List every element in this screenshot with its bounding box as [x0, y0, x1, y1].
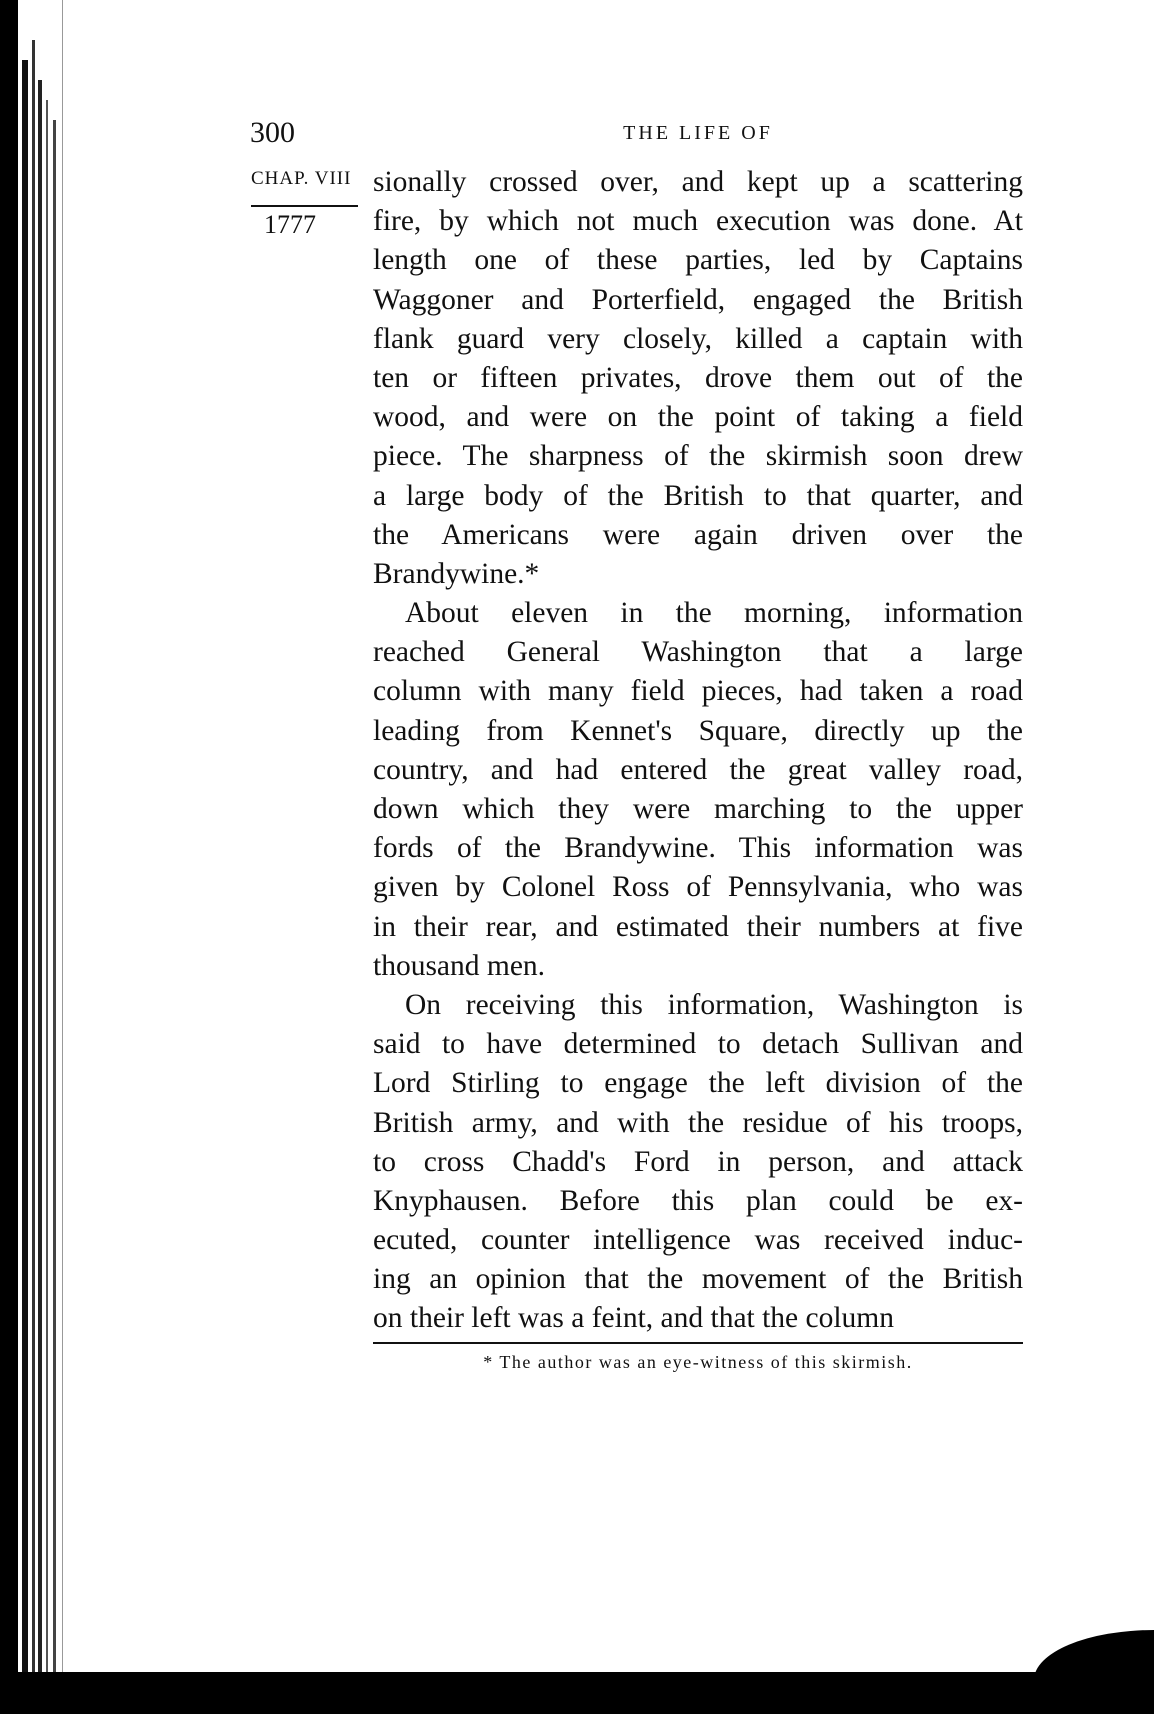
scan-bottom-edge — [0, 1672, 1154, 1714]
text-line: reached General Washington that a large — [373, 636, 1023, 669]
text-line: column with many field pieces, had taken a road — [373, 675, 1023, 708]
page-number: 300 — [250, 116, 295, 149]
text-line: flank guard very closely, killed a captain with — [373, 322, 1023, 355]
text-line: Waggoner and Porterfield, engaged the British — [373, 283, 1023, 316]
text-line: Lord Stirling to engage the left division of the — [373, 1067, 1023, 1100]
text-line: Brandywine.* — [373, 557, 540, 590]
text-line: given by Colonel Ross of Pennsylvania, who was — [373, 871, 1023, 904]
text-line: Knyphausen. Before this plan could be ex- — [373, 1184, 1023, 1217]
text-line: thousand men. — [373, 949, 546, 982]
footnote: * The author was an eye-witness of this skirmish. — [483, 1352, 913, 1372]
text-line: down which they were marching to the upper — [373, 793, 1023, 825]
margin-chapter-label: CHAP. VIII — [251, 168, 352, 189]
scan-corner-curl — [1034, 1630, 1154, 1680]
text-line: fire, by which not much execution was done. At — [373, 205, 1023, 238]
text-line: sionally crossed over, and kept up a scattering — [373, 166, 1023, 198]
text-line: wood, and were on the point of taking a field — [373, 401, 1023, 434]
margin-rule — [251, 205, 358, 207]
text-line: in their rear, and estimated their numbers at five — [373, 910, 1023, 943]
running-head: THE LIFE OF — [623, 122, 773, 144]
text-line: on their left was a feint, and that the column — [373, 1302, 895, 1335]
text-line: said to have determined to detach Sullivan and — [373, 1028, 1023, 1061]
text-line: the Americans were again driven over the — [373, 518, 1023, 551]
text-line: British army, and with the residue of his troops, — [373, 1106, 1023, 1139]
text-line: fords of the Brandywine. This information was — [373, 832, 1023, 865]
text-line: About eleven in the morning, information — [405, 597, 1023, 630]
text-line: a large body of the British to that quarter, and — [373, 479, 1023, 512]
spine-edge-lines — [0, 0, 70, 1714]
text-line: ecuted, counter intelligence was received induc- — [373, 1224, 1023, 1257]
text-line: piece. The sharpness of the skirmish soon drew — [373, 440, 1023, 473]
footnote-rule — [373, 1342, 1023, 1344]
body-text — [373, 163, 1023, 1339]
text-line: ing an opinion that the movement of the British — [373, 1263, 1023, 1296]
margin-year: 1777 — [264, 210, 316, 239]
text-line: length one of these parties, led by Captains — [373, 244, 1023, 277]
text-line: On receiving this information, Washington is — [405, 988, 1023, 1021]
text-line: country, and had entered the great valley road, — [373, 753, 1023, 786]
book-spine-shadow — [0, 0, 70, 1714]
text-line: leading from Kennet's Square, directly up the — [373, 714, 1023, 747]
text-line: to cross Chadd's Ford in person, and attack — [373, 1145, 1023, 1178]
text-line: ten or fifteen privates, drove them out of the — [373, 361, 1023, 394]
